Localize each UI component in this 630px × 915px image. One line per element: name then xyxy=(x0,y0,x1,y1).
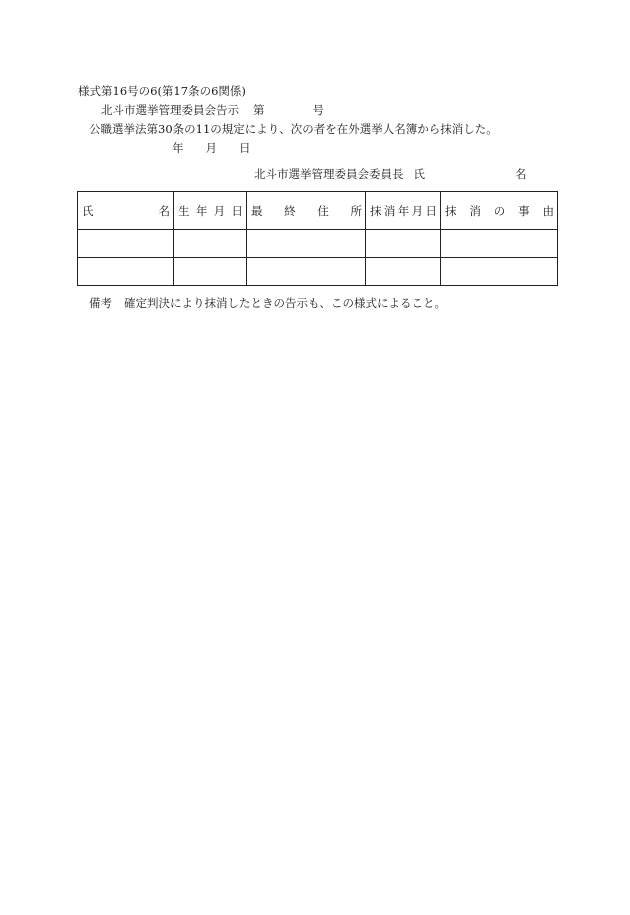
header-birth-date: 生 年 月 日 xyxy=(174,192,247,230)
table-cell xyxy=(247,258,366,286)
signer-line xyxy=(254,167,527,181)
header-name: 氏 名 xyxy=(78,192,174,230)
deletion-register-table xyxy=(77,191,558,286)
table-cell xyxy=(174,258,247,286)
table-cell xyxy=(78,258,174,286)
table-header-row xyxy=(78,192,558,230)
date-line xyxy=(172,141,251,155)
table-cell xyxy=(78,230,174,258)
date-day: 日 xyxy=(239,141,251,155)
table-row xyxy=(78,258,558,286)
table-cell xyxy=(441,230,558,258)
table-row xyxy=(78,230,558,258)
signer-name-suffix: 名 xyxy=(515,167,527,181)
date-year: 年 xyxy=(172,141,184,155)
table-cell xyxy=(366,230,441,258)
notice-title: 北斗市選挙管理委員会告示 xyxy=(101,103,239,117)
notice-header xyxy=(101,103,324,117)
remarks-label: 備考 xyxy=(89,296,112,310)
form-identifier: 様式第16号の6(第17条の6関係) xyxy=(78,84,246,98)
signer-name-prefix: 氏 xyxy=(413,167,425,181)
table-cell xyxy=(441,258,558,286)
remarks-line xyxy=(89,296,446,310)
table-cell xyxy=(174,230,247,258)
table-cell xyxy=(366,258,441,286)
notice-number-suffix: 号 xyxy=(312,103,324,117)
notice-body-text: 公職選挙法第30条の11の規定により、次の者を在外選挙人名簿から抹消した。 xyxy=(89,122,498,136)
header-deletion-date: 抹 消 年 月 日 xyxy=(366,192,441,230)
table-cell xyxy=(247,230,366,258)
notice-number-prefix: 第 xyxy=(253,103,265,117)
header-deletion-reason: 抹 消 の 事 由 xyxy=(441,192,558,230)
signer-title: 北斗市選挙管理委員会委員長 xyxy=(254,167,404,181)
remarks-text: 確定判決により抹消したときの告示も、この様式によること。 xyxy=(124,296,446,310)
date-month: 月 xyxy=(205,141,217,155)
header-last-address: 最 終 住 所 xyxy=(247,192,366,230)
